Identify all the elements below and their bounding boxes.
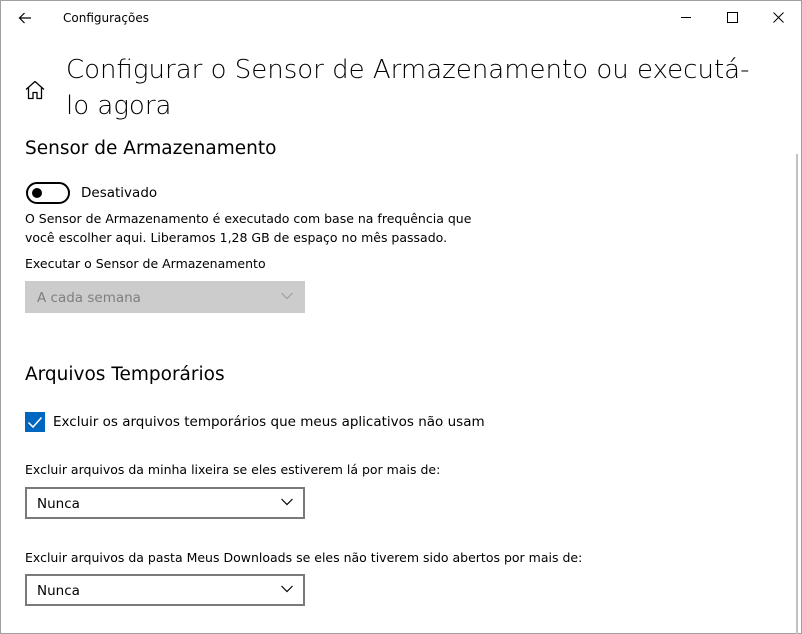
close-button[interactable] <box>755 1 801 33</box>
run-frequency-dropdown[interactable] <box>25 281 305 313</box>
storage-sense-toggle[interactable] <box>26 182 70 204</box>
toggle-knob <box>32 188 42 198</box>
downloads-dropdown[interactable] <box>25 574 305 606</box>
downloads-value: Nunca <box>37 583 80 599</box>
run-frequency-value: A cada semana <box>37 290 141 306</box>
back-arrow-icon <box>18 12 32 24</box>
maximize-icon <box>727 12 738 23</box>
close-icon <box>773 12 784 23</box>
minimize-icon <box>681 12 692 23</box>
home-button[interactable] <box>24 79 46 101</box>
run-frequency-label: Executar o Sensor de Armazenamento <box>25 256 266 271</box>
toggle-state-label: Desativado <box>81 185 158 201</box>
maximize-button[interactable] <box>709 1 755 33</box>
recycle-bin-value: Nunca <box>37 496 80 512</box>
downloads-label: Excluir arquivos da pasta Meus Downloads se eles não tiverem sido abertos por mais de: <box>25 550 583 565</box>
checkmark-icon <box>25 412 45 432</box>
home-icon <box>24 79 46 101</box>
delete-temp-files-label: Excluir os arquivos temporários que meus aplicativos não usam <box>53 414 485 430</box>
title-bar <box>1 1 801 33</box>
window-title: Configurações <box>63 11 149 25</box>
storage-sense-description: O Sensor de Armazenamento é executado com base na frequência que você escolher aqui. Liberamos 1,28 GB de espaço no mês passado. <box>25 211 472 245</box>
page-title: Configurar o Sensor de Armazenamento ou executá-lo agora <box>66 55 750 121</box>
recycle-bin-label: Excluir arquivos da minha lixeira se eles estiverem lá por mais de: <box>25 462 441 477</box>
back-button[interactable] <box>9 3 41 33</box>
delete-temp-files-checkbox[interactable] <box>25 412 45 432</box>
temp-files-heading: Arquivos Temporários <box>25 364 225 385</box>
recycle-bin-dropdown[interactable] <box>25 487 305 519</box>
chevron-down-icon <box>281 498 293 506</box>
chevron-down-icon <box>281 292 293 300</box>
scrollbar[interactable] <box>796 154 798 634</box>
storage-sense-heading: Sensor de Armazenamento <box>25 138 277 159</box>
chevron-down-icon <box>281 585 293 593</box>
minimize-button[interactable] <box>663 1 709 33</box>
